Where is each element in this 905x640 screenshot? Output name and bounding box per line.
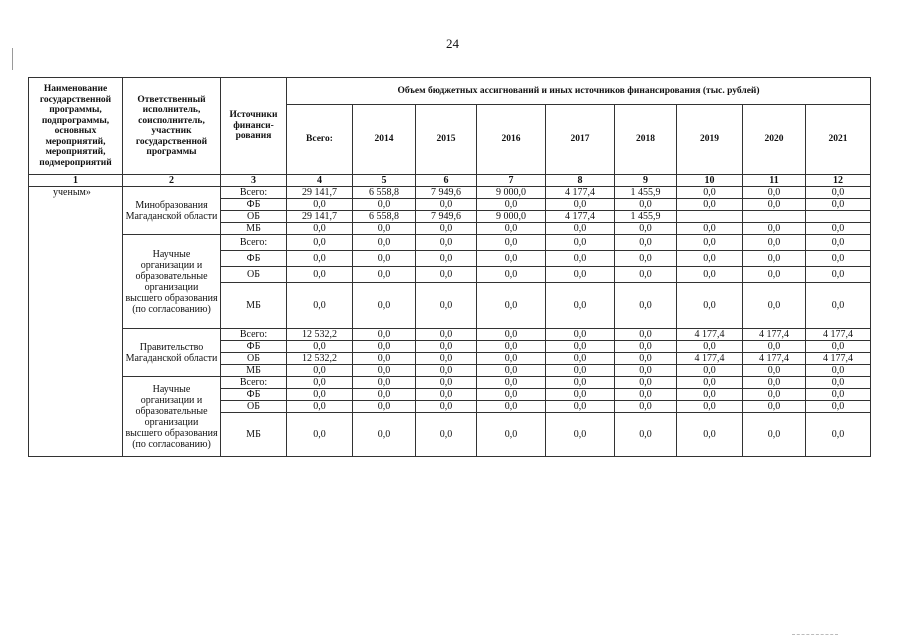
value-cell: 0,0 [287, 341, 353, 353]
value-cell: 0,0 [615, 223, 677, 235]
value-cell: 0,0 [546, 223, 615, 235]
column-number: 1 [29, 175, 123, 187]
value-cell: 0,0 [806, 365, 871, 377]
value-cell: 0,0 [743, 341, 806, 353]
column-number: 9 [615, 175, 677, 187]
value-cell: 0,0 [416, 329, 477, 341]
value-cell: 0,0 [287, 365, 353, 377]
header-col-sources: Источники финанси-рования [221, 78, 287, 175]
value-cell: 0,0 [287, 223, 353, 235]
value-cell: 0,0 [546, 401, 615, 413]
value-cell: 0,0 [677, 401, 743, 413]
value-cell: 0,0 [677, 251, 743, 267]
value-cell: 0,0 [353, 365, 416, 377]
value-cell [806, 211, 871, 223]
value-cell: 0,0 [477, 283, 546, 329]
value-cell: 0,0 [677, 267, 743, 283]
value-cell: 0,0 [416, 353, 477, 365]
value-cell: 0,0 [353, 329, 416, 341]
source-cell: ФБ [221, 341, 287, 353]
value-cell: 0,0 [416, 413, 477, 457]
value-cell: 0,0 [546, 329, 615, 341]
value-cell: 12 532,2 [287, 353, 353, 365]
value-cell: 0,0 [743, 413, 806, 457]
header-year: 2017 [546, 105, 615, 175]
header-year: 2020 [743, 105, 806, 175]
value-cell: 0,0 [287, 283, 353, 329]
header-col-executor: Ответственный исполнитель, соисполнитель, участник государственной программы [123, 78, 221, 175]
value-cell: 0,0 [615, 267, 677, 283]
value-cell: 0,0 [677, 377, 743, 389]
value-cell: 0,0 [615, 389, 677, 401]
value-cell: 4 177,4 [743, 329, 806, 341]
value-cell: 0,0 [477, 329, 546, 341]
value-cell: 4 177,4 [677, 329, 743, 341]
value-cell: 0,0 [477, 251, 546, 267]
value-cell: 0,0 [806, 251, 871, 267]
value-cell: 0,0 [477, 199, 546, 211]
table-row [29, 377, 871, 389]
value-cell: 0,0 [615, 251, 677, 267]
header-col-name: Наименование государственной программы, подпрограммы, основных мероприятий, мероприятий, подмероприятий [29, 78, 123, 175]
value-cell: 4 177,4 [743, 353, 806, 365]
value-cell: 0,0 [615, 353, 677, 365]
value-cell: 0,0 [546, 365, 615, 377]
source-cell: МБ [221, 283, 287, 329]
value-cell: 0,0 [615, 199, 677, 211]
column-number: 7 [477, 175, 546, 187]
table-row [29, 187, 871, 199]
value-cell: 0,0 [743, 235, 806, 251]
value-cell: 9 000,0 [477, 211, 546, 223]
column-number: 6 [416, 175, 477, 187]
value-cell: 12 532,2 [287, 329, 353, 341]
value-cell: 0,0 [546, 235, 615, 251]
column-number: 4 [287, 175, 353, 187]
value-cell: 0,0 [353, 353, 416, 365]
value-cell: 0,0 [287, 251, 353, 267]
source-cell: ФБ [221, 389, 287, 401]
value-cell: 0,0 [477, 341, 546, 353]
value-cell: 0,0 [677, 389, 743, 401]
value-cell: 0,0 [546, 251, 615, 267]
value-cell: 0,0 [546, 377, 615, 389]
value-cell: 0,0 [353, 389, 416, 401]
value-cell: 4 177,4 [677, 353, 743, 365]
value-cell: 0,0 [416, 401, 477, 413]
value-cell: 0,0 [477, 223, 546, 235]
column-number: 5 [353, 175, 416, 187]
value-cell: 0,0 [416, 377, 477, 389]
source-cell: ФБ [221, 251, 287, 267]
value-cell: 0,0 [806, 377, 871, 389]
header-year: 2015 [416, 105, 477, 175]
source-cell: ОБ [221, 401, 287, 413]
value-cell: 4 177,4 [806, 329, 871, 341]
value-cell: 0,0 [743, 377, 806, 389]
source-cell: Всего: [221, 377, 287, 389]
source-cell: Всего: [221, 235, 287, 251]
value-cell: 0,0 [416, 199, 477, 211]
table-row [29, 329, 871, 341]
value-cell: 0,0 [743, 199, 806, 211]
value-cell: 0,0 [353, 267, 416, 283]
header-year: 2014 [353, 105, 416, 175]
value-cell: 0,0 [743, 187, 806, 199]
value-cell: 0,0 [615, 377, 677, 389]
source-cell: ОБ [221, 267, 287, 283]
column-number-row [29, 175, 871, 187]
page-number: 24 [446, 36, 459, 51]
value-cell: 0,0 [353, 199, 416, 211]
source-cell: МБ [221, 223, 287, 235]
value-cell: 0,0 [287, 235, 353, 251]
value-cell: 0,0 [615, 365, 677, 377]
header-col-total: Всего: [287, 105, 353, 175]
value-cell: 0,0 [615, 329, 677, 341]
value-cell: 0,0 [806, 267, 871, 283]
header-year: 2021 [806, 105, 871, 175]
source-cell: МБ [221, 413, 287, 457]
value-cell: 7 949,6 [416, 187, 477, 199]
value-cell: 0,0 [416, 389, 477, 401]
value-cell: 0,0 [353, 251, 416, 267]
value-cell: 0,0 [353, 401, 416, 413]
value-cell: 0,0 [677, 341, 743, 353]
value-cell: 0,0 [416, 341, 477, 353]
value-cell: 0,0 [353, 377, 416, 389]
value-cell: 0,0 [677, 283, 743, 329]
value-cell: 0,0 [416, 267, 477, 283]
column-number: 8 [546, 175, 615, 187]
value-cell: 0,0 [806, 223, 871, 235]
value-cell: 0,0 [677, 365, 743, 377]
value-cell: 0,0 [416, 235, 477, 251]
executor-cell: Минобразования Магаданской области [123, 187, 221, 235]
column-number: 10 [677, 175, 743, 187]
value-cell: 0,0 [615, 401, 677, 413]
value-cell: 0,0 [416, 223, 477, 235]
value-cell: 6 558,8 [353, 211, 416, 223]
value-cell: 0,0 [477, 377, 546, 389]
value-cell: 0,0 [743, 251, 806, 267]
value-cell: 0,0 [806, 235, 871, 251]
value-cell: 0,0 [743, 223, 806, 235]
value-cell: 4 177,4 [806, 353, 871, 365]
value-cell: 0,0 [615, 235, 677, 251]
value-cell: 0,0 [287, 199, 353, 211]
table-body [29, 187, 871, 457]
value-cell: 1 455,9 [615, 211, 677, 223]
value-cell: 0,0 [477, 401, 546, 413]
value-cell: 0,0 [806, 401, 871, 413]
value-cell: 0,0 [416, 283, 477, 329]
executor-cell: Научные организации и образовательные организации высшего образования (по согласованию) [123, 377, 221, 457]
value-cell: 29 141,7 [287, 187, 353, 199]
value-cell: 0,0 [477, 389, 546, 401]
value-cell: 0,0 [615, 341, 677, 353]
value-cell: 0,0 [287, 377, 353, 389]
source-cell: ФБ [221, 199, 287, 211]
value-cell: 0,0 [287, 389, 353, 401]
value-cell: 0,0 [353, 223, 416, 235]
value-cell: 0,0 [743, 267, 806, 283]
value-cell: 0,0 [546, 389, 615, 401]
value-cell: 0,0 [546, 267, 615, 283]
value-cell: 0,0 [806, 341, 871, 353]
budget-table [28, 77, 871, 457]
value-cell: 0,0 [287, 267, 353, 283]
value-cell: 7 949,6 [416, 211, 477, 223]
value-cell: 0,0 [546, 413, 615, 457]
value-cell: 0,0 [416, 365, 477, 377]
header-year: 2018 [615, 105, 677, 175]
value-cell: 0,0 [615, 283, 677, 329]
value-cell: 0,0 [806, 187, 871, 199]
source-cell: Всего: [221, 329, 287, 341]
value-cell: 0,0 [477, 365, 546, 377]
value-cell: 0,0 [743, 365, 806, 377]
value-cell: 4 177,4 [546, 211, 615, 223]
value-cell: 0,0 [546, 199, 615, 211]
column-number: 12 [806, 175, 871, 187]
value-cell: 29 141,7 [287, 211, 353, 223]
value-cell [677, 211, 743, 223]
value-cell: 0,0 [416, 251, 477, 267]
value-cell: 0,0 [677, 413, 743, 457]
executor-cell: Научные организации и образовательные организации высшего образования (по согласованию) [123, 235, 221, 329]
value-cell: 4 177,4 [546, 187, 615, 199]
program-name-cell: ученым» [29, 187, 123, 457]
value-cell: 0,0 [477, 267, 546, 283]
value-cell: 0,0 [353, 235, 416, 251]
source-cell: ОБ [221, 353, 287, 365]
value-cell: 0,0 [477, 413, 546, 457]
executor-cell: Правительство Магаданской области [123, 329, 221, 377]
value-cell: 0,0 [806, 199, 871, 211]
value-cell: 0,0 [677, 199, 743, 211]
value-cell: 0,0 [353, 283, 416, 329]
value-cell: 1 455,9 [615, 187, 677, 199]
column-number: 11 [743, 175, 806, 187]
header-volume-title: Объем бюджетных ассигнований и иных источников финансирования (тыс. рублей) [287, 78, 871, 105]
value-cell: 6 558,8 [353, 187, 416, 199]
value-cell: 0,0 [353, 413, 416, 457]
value-cell: 0,0 [353, 341, 416, 353]
value-cell: 0,0 [743, 401, 806, 413]
value-cell: 0,0 [677, 223, 743, 235]
value-cell: 0,0 [546, 341, 615, 353]
value-cell: 0,0 [287, 413, 353, 457]
value-cell: 0,0 [806, 389, 871, 401]
value-cell: 0,0 [477, 235, 546, 251]
value-cell: 0,0 [743, 389, 806, 401]
source-cell: МБ [221, 365, 287, 377]
value-cell: 0,0 [615, 413, 677, 457]
value-cell: 9 000,0 [477, 187, 546, 199]
column-number: 3 [221, 175, 287, 187]
column-number: 2 [123, 175, 221, 187]
value-cell: 0,0 [806, 283, 871, 329]
value-cell: 0,0 [677, 235, 743, 251]
value-cell [743, 211, 806, 223]
scan-bottom-mark [792, 634, 838, 636]
table-row [29, 235, 871, 251]
header-year: 2019 [677, 105, 743, 175]
source-cell: Всего: [221, 187, 287, 199]
header-year: 2016 [477, 105, 546, 175]
value-cell: 0,0 [743, 283, 806, 329]
value-cell: 0,0 [546, 283, 615, 329]
value-cell: 0,0 [546, 353, 615, 365]
header-row-1 [29, 78, 871, 105]
value-cell: 0,0 [477, 353, 546, 365]
value-cell: 0,0 [806, 413, 871, 457]
source-cell: ОБ [221, 211, 287, 223]
value-cell: 0,0 [287, 401, 353, 413]
value-cell: 0,0 [677, 187, 743, 199]
